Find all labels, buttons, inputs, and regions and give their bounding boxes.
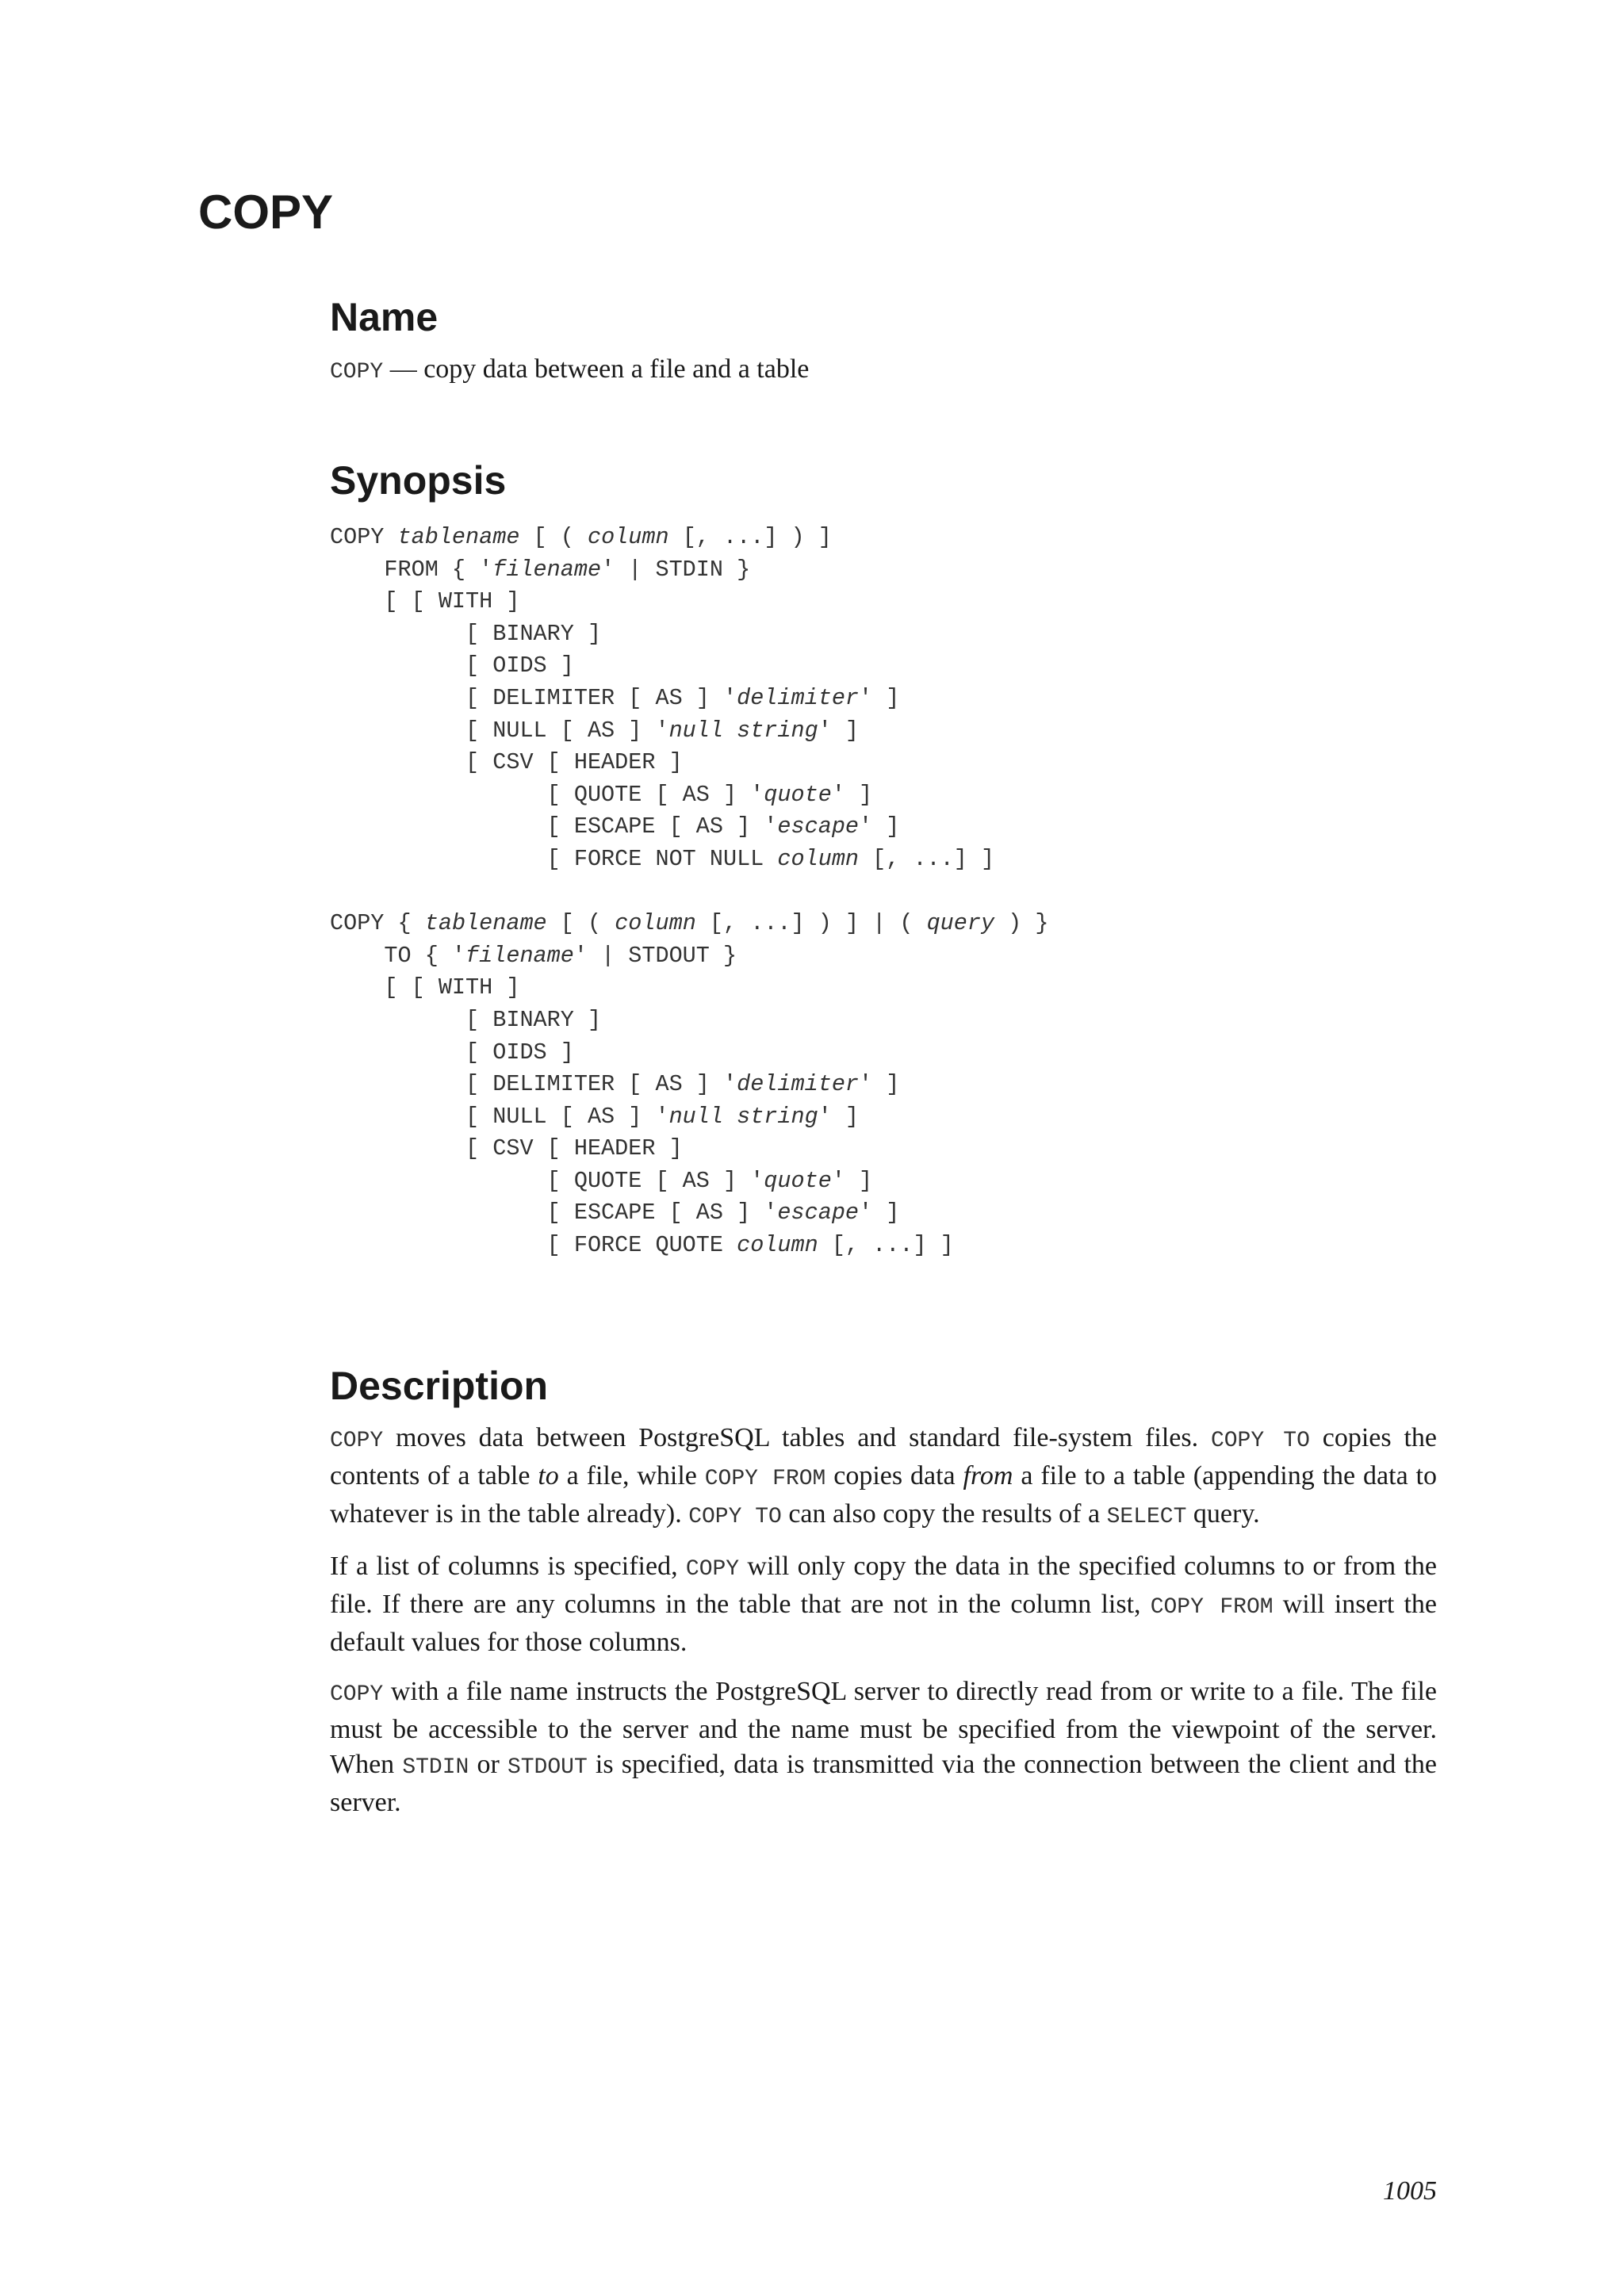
synopsis-line <box>330 1037 1437 1070</box>
name-line <box>330 352 1437 390</box>
synopsis-placeholder: delimiter <box>737 1071 860 1098</box>
synopsis-text: COPY { <box>330 910 425 937</box>
inline-code: COPY FROM <box>1150 1595 1274 1620</box>
synopsis-text: [ DELIMITER [ AS ] ' <box>330 1071 737 1098</box>
synopsis-section <box>330 457 1437 1262</box>
inline-code: SELECT <box>1106 1505 1187 1529</box>
synopsis-text: ' ] <box>831 1167 873 1194</box>
page-title: COPY <box>198 186 334 239</box>
name-section <box>330 293 1437 390</box>
synopsis-placeholder: filename <box>465 942 574 969</box>
synopsis-line <box>330 908 1437 940</box>
paragraph-text: will insert the default values for those columns. <box>330 1590 1438 1657</box>
emphasis-text: from <box>963 1461 1013 1490</box>
paragraph-text: will only copy the data in the specified columns to or from the file. If there are any columns in the table that are not in the column list, <box>330 1552 1437 1619</box>
synopsis-text: ' ] <box>859 684 900 711</box>
synopsis-placeholder: column <box>737 1232 818 1259</box>
description-body <box>330 1421 1437 1820</box>
synopsis-text: [ NULL [ AS ] ' <box>330 717 669 744</box>
paragraph-text: query. <box>1186 1499 1260 1529</box>
synopsis-text: ' | STDIN } <box>601 556 751 583</box>
synopsis-text: [ ( <box>546 910 615 937</box>
synopsis-placeholder: column <box>777 845 860 872</box>
synopsis-line <box>330 1069 1437 1101</box>
inline-code: COPY TO <box>1210 1429 1310 1453</box>
synopsis-placeholder: escape <box>777 1200 860 1226</box>
inline-code: COPY TO <box>688 1505 782 1529</box>
synopsis-line <box>330 1165 1437 1198</box>
synopsis-text: [, ...] ] <box>859 845 995 872</box>
synopsis-line <box>330 715 1437 748</box>
name-summary: — copy data between a file and a table <box>383 354 810 384</box>
synopsis-placeholder: query <box>926 910 995 937</box>
synopsis-text: [ BINARY ] <box>330 1006 602 1033</box>
page-number: 1005 <box>1383 2176 1437 2206</box>
synopsis-line <box>330 844 1437 876</box>
synopsis-placeholder: column <box>587 524 669 550</box>
synopsis-text: [ [ WITH ] <box>330 974 520 1001</box>
synopsis-text: ' ] <box>831 781 873 808</box>
synopsis-heading: Synopsis <box>330 458 507 503</box>
description-section <box>330 1362 1437 1835</box>
synopsis-line <box>330 554 1437 587</box>
synopsis-text: [ FORCE NOT NULL <box>330 845 778 872</box>
synopsis-text: [, ...] ) ] <box>668 524 832 550</box>
synopsis-text: [ ( <box>519 524 588 550</box>
synopsis-line <box>330 779 1437 812</box>
synopsis-text: [ QUOTE [ AS ] ' <box>330 1167 764 1194</box>
synopsis-placeholder: filename <box>492 556 602 583</box>
synopsis-placeholder: delimiter <box>737 684 860 711</box>
synopsis-text: [ OIDS ] <box>330 652 574 679</box>
paragraph-text: is specified, data is transmitted via the connection between the client and the server. <box>330 1750 1437 1817</box>
synopsis-line <box>330 940 1437 973</box>
synopsis-placeholder: column <box>615 910 696 937</box>
synopsis-line <box>330 1101 1437 1134</box>
name-command: COPY <box>330 360 384 385</box>
synopsis-text: ) } <box>994 910 1049 937</box>
paragraph-text: or <box>469 1750 508 1779</box>
synopsis-text: COPY <box>330 524 398 550</box>
synopsis-line <box>330 650 1437 683</box>
synopsis-text: [ CSV [ HEADER ] <box>330 1135 683 1162</box>
synopsis-text: [, ...] ) ] | ( <box>695 910 927 937</box>
paragraph-text: copies data <box>825 1461 963 1490</box>
synopsis-text: [ ESCAPE [ AS ] ' <box>330 813 778 840</box>
synopsis-text: FROM { ' <box>330 556 493 583</box>
synopsis-line <box>330 1197 1437 1230</box>
synopsis-text: [ OIDS ] <box>330 1039 574 1066</box>
description-paragraph <box>330 1549 1437 1660</box>
paragraph-text: can also copy the results of a <box>781 1499 1107 1529</box>
synopsis-text: ' ] <box>818 1103 860 1130</box>
synopsis-text: [ CSV [ HEADER ] <box>330 749 683 776</box>
paragraph-text: a file to a table (appending the data to whatever is in the table already). <box>330 1461 1437 1529</box>
paragraph-text: moves data between PostgreSQL tables and standard file-system files. <box>383 1423 1211 1452</box>
synopsis-code-block <box>330 522 1437 1262</box>
synopsis-text: TO { ' <box>330 942 466 969</box>
inline-code: COPY <box>685 1557 740 1582</box>
paragraph-text: a file, while <box>558 1461 705 1490</box>
inline-code: COPY <box>330 1429 384 1453</box>
synopsis-text: [ BINARY ] <box>330 620 602 647</box>
inline-code: STDIN <box>402 1755 469 1780</box>
synopsis-line <box>330 522 1437 554</box>
synopsis-line <box>330 747 1437 779</box>
synopsis-text: ' | STDOUT } <box>573 942 737 969</box>
synopsis-text: ' ] <box>859 1071 900 1098</box>
synopsis-text: [ ESCAPE [ AS ] ' <box>330 1200 778 1226</box>
description-heading: Description <box>330 1364 549 1408</box>
synopsis-placeholder: tablename <box>397 524 520 550</box>
synopsis-text: [ FORCE QUOTE <box>330 1232 737 1259</box>
synopsis-line <box>330 972 1437 1004</box>
synopsis-line <box>330 1230 1437 1262</box>
synopsis-line <box>330 1133 1437 1165</box>
synopsis-line <box>330 683 1437 715</box>
emphasis-text: to <box>538 1461 559 1490</box>
paragraph-text: If a list of columns is specified, <box>330 1552 686 1581</box>
synopsis-line <box>330 876 1437 909</box>
paragraph-text: copies the contents of a table <box>330 1423 1437 1490</box>
synopsis-line <box>330 1004 1437 1037</box>
synopsis-text: [ DELIMITER [ AS ] ' <box>330 684 737 711</box>
synopsis-text: ' ] <box>859 1200 900 1226</box>
synopsis-line <box>330 811 1437 844</box>
synopsis-placeholder: quote <box>764 781 832 808</box>
synopsis-placeholder: null string <box>668 1103 818 1130</box>
inline-code: COPY FROM <box>704 1467 826 1491</box>
inline-code: COPY <box>330 1682 384 1707</box>
synopsis-placeholder: escape <box>777 813 860 840</box>
paragraph-text: with a file name instructs the PostgreSQL server to directly read from or write to a file. The file must be accessible to the server and the name must be specified from the viewpoint of the server. When <box>330 1677 1437 1779</box>
synopsis-text: ' ] <box>859 813 900 840</box>
synopsis-placeholder: quote <box>764 1167 832 1194</box>
description-paragraph <box>330 1421 1437 1535</box>
synopsis-line <box>330 586 1437 618</box>
synopsis-text: [ QUOTE [ AS ] ' <box>330 781 764 808</box>
name-heading: Name <box>330 295 439 339</box>
synopsis-text: [ [ WITH ] <box>330 588 520 615</box>
synopsis-text: ' ] <box>818 717 860 744</box>
synopsis-text: [ NULL [ AS ] ' <box>330 1103 669 1130</box>
synopsis-line <box>330 618 1437 651</box>
synopsis-placeholder: null string <box>668 717 818 744</box>
description-paragraph <box>330 1674 1437 1820</box>
synopsis-text: [, ...] ] <box>818 1232 954 1259</box>
synopsis-placeholder: tablename <box>424 910 547 937</box>
inline-code: STDOUT <box>507 1755 588 1780</box>
